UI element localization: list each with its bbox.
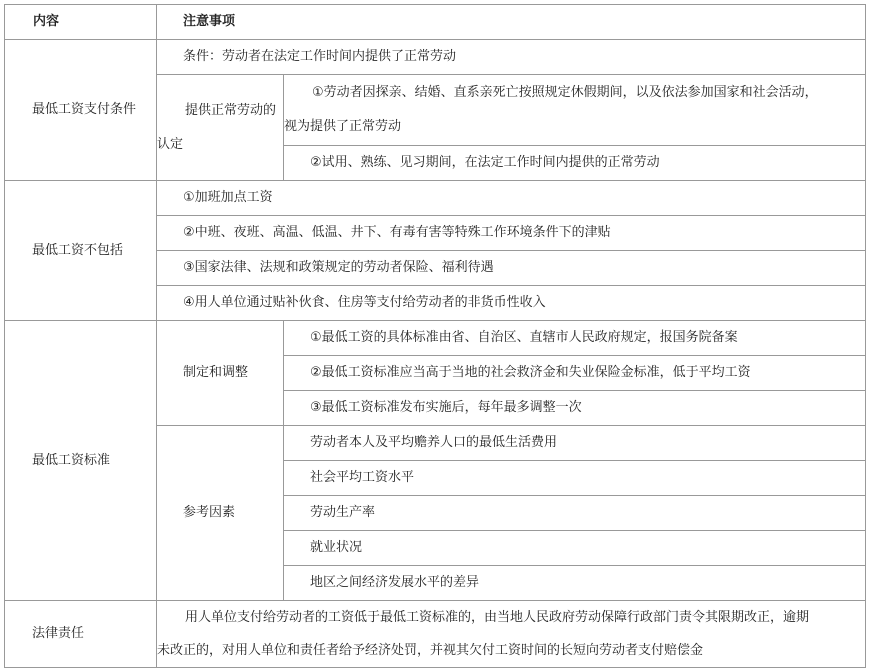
exclusion-item-1: ①加班加点工资 [157,181,866,216]
recognition-item-1-line1: ①劳动者因探亲、结婚、直系亲死亡按照规定休假期间，以及依法参加国家和社会活动， [312,85,818,100]
setting-item-2: ②最低工资标准应当高于当地的社会救济金和失业保险金标准，低于平均工资 [284,356,866,391]
exclusion-item-4: ④用人单位通过贴补伙食、住房等支付给劳动者的非货币性收入 [157,286,866,321]
recognition-label-line2: 认定 [157,136,184,152]
factor-item-5: 地区之间经济发展水平的差异 [284,566,866,601]
section-title-legal-liability: 法律责任 [5,601,157,668]
setting-item-3: ③最低工资标准发布实施后，每年最多调整一次 [284,391,866,426]
payment-condition: 条件：劳动者在法定工作时间内提供了正常劳动 [157,40,866,75]
exclusion-item-3: ③国家法律、法规和政策规定的劳动者保险、福利待遇 [157,251,866,286]
recognition-label [157,75,284,181]
header-content: 内容 [5,5,157,40]
recognition-item-1 [284,75,866,146]
recognition-item-2: ②试用、熟练、见习期间，在法定工作时间内提供的正常劳动 [284,146,866,181]
legal-liability-text [157,601,866,668]
recognition-label-line1: 提供正常劳动的 [185,102,277,118]
sub-label-factors: 参考因素 [157,426,284,601]
legal-liability-line1: 用人单位支付给劳动者的工资低于最低工资标准的，由当地人民政府劳动保障行政部门责令其限期改正，逾期 [185,610,810,625]
table-row [5,321,866,356]
header-notes: 注意事项 [157,5,866,40]
table-row [5,181,866,216]
sub-label-setting: 制定和调整 [157,321,284,426]
legal-liability-line2: 未改正的，对用人单位和责任者给予经济处罚，并视其欠付工资时间的长短向劳动者支付赔偿金 [157,643,704,658]
section-title-exclusions: 最低工资不包括 [5,181,157,321]
header-row [5,5,866,40]
section-title-standard: 最低工资标准 [5,321,157,601]
exclusion-item-2: ②中班、夜班、高温、低温、井下、有毒有害等特殊工作环境条件下的津贴 [157,216,866,251]
factor-item-2: 社会平均工资水平 [284,461,866,496]
section-title-payment-conditions: 最低工资支付条件 [5,40,157,181]
factor-item-3: 劳动生产率 [284,496,866,531]
factor-item-4: 就业状况 [284,531,866,566]
factor-item-1: 劳动者本人及平均赡养人口的最低生活费用 [284,426,866,461]
table-row [5,601,866,668]
minimum-wage-table [4,4,866,668]
recognition-item-1-line2: 视为提供了正常劳动 [284,119,402,134]
setting-item-1: ①最低工资的具体标准由省、自治区、直辖市人民政府规定，报国务院备案 [284,321,866,356]
table-row [5,40,866,75]
